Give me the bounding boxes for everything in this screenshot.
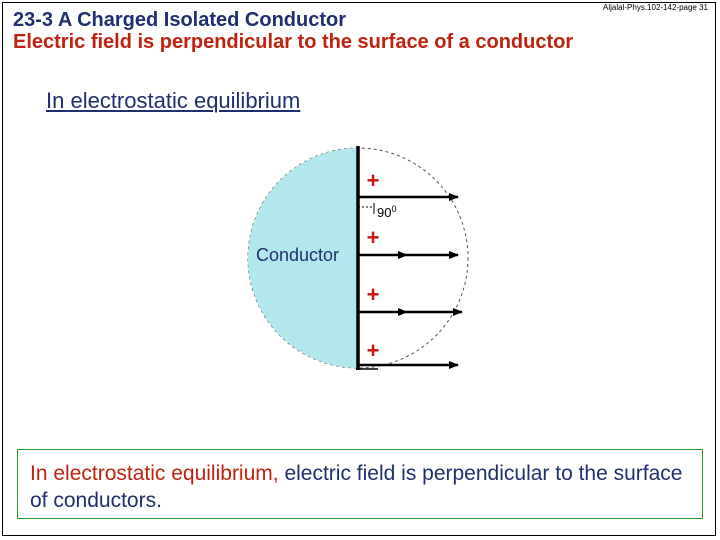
section-heading: In electrostatic equilibrium (46, 88, 301, 113)
slide-title: 23-3 A Charged Isolated Conductor (13, 9, 347, 31)
field-arrowhead-mid (398, 251, 408, 259)
positive-charge: + (366, 225, 380, 250)
positive-charge: + (366, 168, 380, 193)
summary-note (17, 449, 703, 519)
note-text: electric field is perpendicular to the surface of conductors. (30, 462, 683, 512)
page-reference: Aljalal-Phys.102-142-page 31 (603, 3, 708, 12)
note-highlight: In electrostatic equilibrium, (30, 462, 279, 485)
conductor-label: Conductor (256, 245, 340, 265)
positive-charge: + (366, 338, 380, 363)
angle-label: $90^0$ (377, 204, 397, 220)
field-arrowhead-mid (398, 308, 408, 316)
slide-subtitle: Electric field is perpendicular to the surface of a conductor (13, 31, 574, 53)
positive-charge: + (366, 282, 380, 307)
